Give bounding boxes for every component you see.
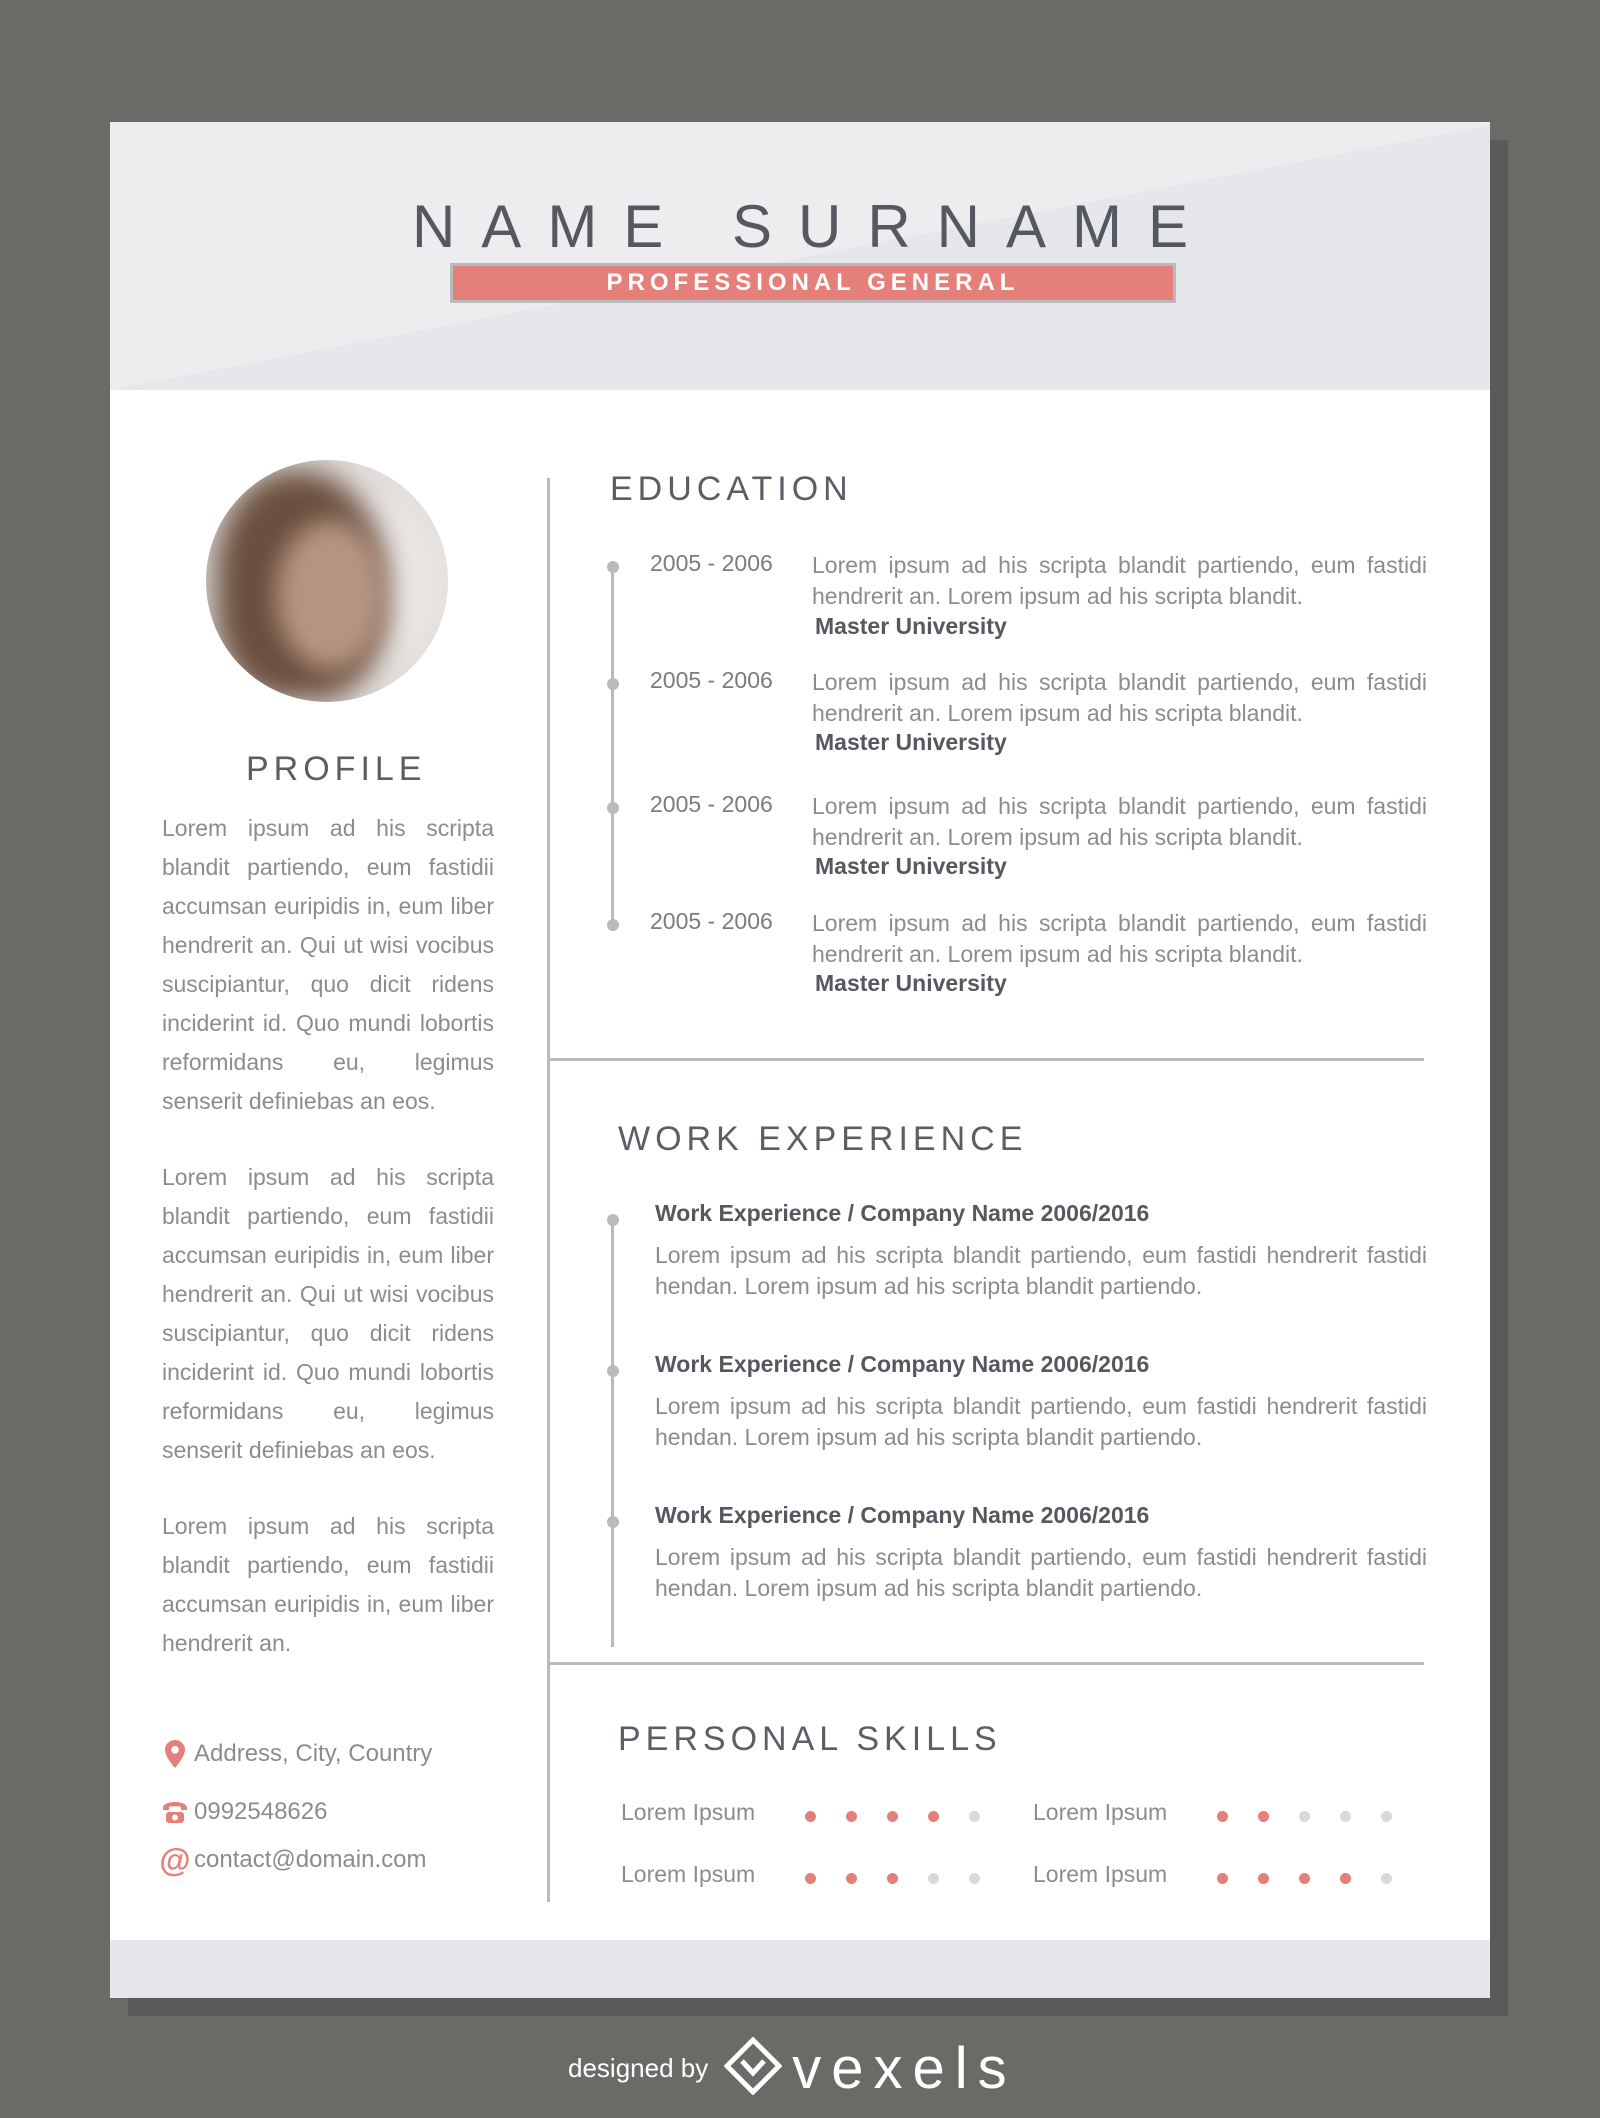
skill-dot-empty — [969, 1811, 980, 1822]
education-description: Lorem ipsum ad his scripta blandit partiendo, eum fastidi hendrerit an. Lorem ipsum ad his scripta blandit. — [812, 793, 1427, 850]
education-school: Master University — [815, 729, 1007, 755]
skill-label: Lorem Ipsum — [1033, 1861, 1168, 1887]
skill-label: Lorem Ipsum — [1033, 1799, 1168, 1825]
work-item-description: Lorem ipsum ad his scripta blandit partiendo, eum fastidi hendrerit fastidi hendan. Lorem ipsum ad his scripta blandit partiendo. — [655, 1393, 1427, 1450]
phone-text: 0992548626 — [194, 1798, 328, 1825]
contact-phone — [160, 1797, 327, 1827]
skill-dot-empty — [1381, 1811, 1392, 1822]
job-title: PROFESSIONAL GENERAL — [606, 269, 1020, 296]
education-date: 2005 - 2006 — [650, 667, 773, 693]
skill-dot-filled — [1258, 1811, 1269, 1822]
vexels-branding — [568, 2035, 1017, 2102]
at-sign-icon: @ — [159, 1841, 191, 1878]
timeline-dot — [607, 1214, 619, 1226]
timeline-dot — [607, 1516, 619, 1528]
timeline-dot — [607, 919, 619, 931]
skill-rating — [805, 1873, 1010, 1884]
job-title-banner — [450, 263, 1176, 303]
work-experience-heading: WORK EXPERIENCE — [618, 1120, 1028, 1158]
skill-dot-empty — [1381, 1873, 1392, 1884]
education-date: 2005 - 2006 — [650, 550, 773, 576]
education-date: 2005 - 2006 — [650, 908, 773, 934]
skill-dot-empty — [1340, 1811, 1351, 1822]
profile-paragraph-1: Lorem ipsum ad his scripta blandit partiendo, eum fastidii accumsan euripidis in, eum liber hendrerit an. Qui ut wisi vocibus suscipiantur, quo dicit ridens inciderint id. Quo mundi lobortis reformidans eu, legimus senserit definiebas an eos. — [162, 815, 494, 1114]
resume-page — [110, 122, 1490, 1998]
work-item-title: Work Experience / Company Name 2006/2016 — [655, 1351, 1150, 1377]
skill-rating — [805, 1811, 1010, 1822]
skill-dot-empty — [928, 1873, 939, 1884]
skill-dot-empty — [1299, 1811, 1310, 1822]
skill-dot-filled — [846, 1873, 857, 1884]
skill-rating — [1217, 1873, 1422, 1884]
email-text[interactable]: contact@domain.com — [194, 1846, 427, 1873]
skill-dot-filled — [1299, 1873, 1310, 1884]
vexels-logo-icon — [724, 2037, 782, 2100]
work-item-description: Lorem ipsum ad his scripta blandit partiendo, eum fastidi hendrerit fastidi hendan. Lorem ipsum ad his scripta blandit partiendo. — [655, 1544, 1427, 1601]
designed-by-text: designed by — [568, 2053, 709, 2083]
section-divider-2 — [550, 1662, 1424, 1665]
education-heading: EDUCATION — [610, 470, 853, 508]
skill-dot-filled — [805, 1811, 816, 1822]
education-date: 2005 - 2006 — [650, 791, 773, 817]
profile-paragraph-2: Lorem ipsum ad his scripta blandit partiendo, eum fastidii accumsan euripidis in, eum liber hendrerit an. Qui ut wisi vocibus suscipiantur, quo dicit ridens inciderint id. Quo mundi lobortis reformidans eu, legimus senserit definiebas an eos. — [162, 1164, 494, 1463]
skill-dot-filled — [1258, 1873, 1269, 1884]
skill-dot-filled — [846, 1811, 857, 1822]
education-school: Master University — [815, 853, 1007, 879]
footer-band — [110, 1940, 1490, 1998]
skill-dot-empty — [969, 1873, 980, 1884]
work-item-description: Lorem ipsum ad his scripta blandit partiendo, eum fastidi hendrerit fastidi hendan. Lorem ipsum ad his scripta blandit partiendo. — [655, 1242, 1427, 1299]
skill-dot-filled — [887, 1873, 898, 1884]
location-pin-icon — [160, 1739, 190, 1769]
profile-heading: PROFILE — [246, 750, 427, 788]
education-timeline — [611, 566, 614, 924]
timeline-dot — [607, 561, 619, 573]
profile-paragraph-3: Lorem ipsum ad his scripta blandit partiendo, eum fastidii accumsan euripidis in, eum liber hendrerit an. — [162, 1513, 494, 1656]
skill-dot-filled — [887, 1811, 898, 1822]
skill-label: Lorem Ipsum — [621, 1799, 756, 1825]
work-item-title: Work Experience / Company Name 2006/2016 — [655, 1200, 1150, 1226]
education-description: Lorem ipsum ad his scripta blandit partiendo, eum fastidi hendrerit an. Lorem ipsum ad his scripta blandit. — [812, 669, 1427, 726]
personal-skills-heading: PERSONAL SKILLS — [618, 1720, 1002, 1758]
section-divider-1 — [550, 1058, 1424, 1061]
candidate-name: NAME SURNAME — [411, 193, 1215, 260]
timeline-dot — [607, 802, 619, 814]
header-band — [110, 122, 1490, 390]
timeline-dot — [607, 1365, 619, 1377]
address-text: Address, City, Country — [194, 1740, 433, 1767]
contact-email[interactable] — [159, 1841, 427, 1878]
work-timeline — [611, 1219, 614, 1647]
skill-rating — [1217, 1811, 1422, 1822]
skill-dot-filled — [928, 1811, 939, 1822]
skill-dot-filled — [1217, 1873, 1228, 1884]
work-item-title: Work Experience / Company Name 2006/2016 — [655, 1502, 1150, 1528]
phone-icon — [160, 1797, 190, 1827]
contact-address — [160, 1739, 432, 1769]
skill-dot-filled — [805, 1873, 816, 1884]
brand-name: vexels — [792, 2036, 1017, 2101]
profile-photo — [206, 460, 448, 702]
education-school: Master University — [815, 613, 1007, 639]
timeline-dot — [607, 678, 619, 690]
education-description: Lorem ipsum ad his scripta blandit partiendo, eum fastidi hendrerit an. Lorem ipsum ad his scripta blandit. — [812, 552, 1427, 609]
skill-dot-filled — [1217, 1811, 1228, 1822]
education-school: Master University — [815, 970, 1007, 996]
column-divider — [547, 478, 550, 1902]
skill-dot-filled — [1340, 1873, 1351, 1884]
education-description: Lorem ipsum ad his scripta blandit partiendo, eum fastidi hendrerit an. Lorem ipsum ad his scripta blandit. — [812, 910, 1427, 967]
skill-label: Lorem Ipsum — [621, 1861, 756, 1887]
